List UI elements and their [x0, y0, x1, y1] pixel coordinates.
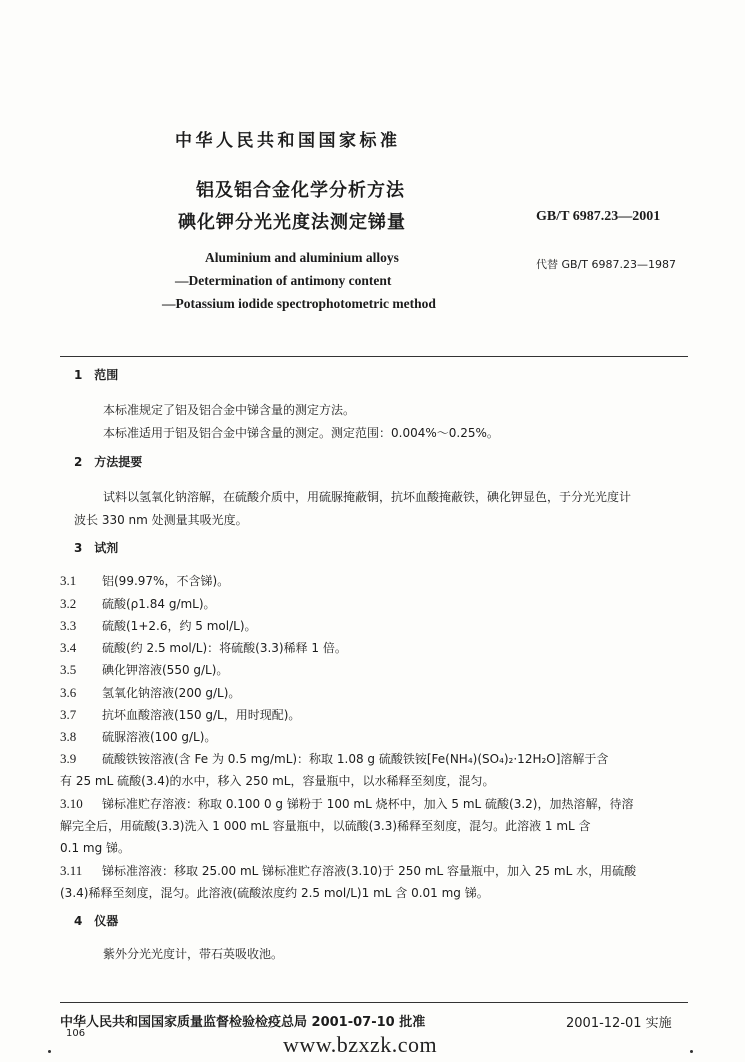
scan-speck	[48, 1050, 51, 1053]
section-2-para-line-1: 试料以氢氧化钠溶解，在硫酸介质中，用硫脲掩蔽铜，抗坏血酸掩蔽铁，碘化钾显色，于分光光度计	[103, 490, 632, 504]
reagent-3-11-line-1	[60, 862, 636, 879]
section-1-heading	[74, 366, 118, 383]
item-number: 3.2	[60, 596, 77, 611]
section-2-para-line-2: 波长 330 nm 处测量其吸光度。	[74, 513, 248, 527]
section-title: 方法提要	[94, 455, 143, 469]
reagent-3-5	[60, 661, 228, 678]
item-text: 硫酸(1+2.6，约 5 mol/L)。	[102, 619, 257, 633]
item-text: 硫脲溶液(100 g/L)。	[102, 730, 217, 744]
item-number: 3.4	[60, 640, 77, 655]
reagent-3-7	[60, 706, 300, 723]
item-number: 3.10	[60, 796, 83, 811]
issuing-body: 中华人民共和国国家标准	[175, 131, 401, 151]
reagent-3-10-line-2: 解完全后，用硫酸(3.3)洗入 1 000 mL 容量瓶中，以硫酸(3.3)稀释至刻度，混匀。此溶液 1 mL 含	[60, 819, 591, 833]
section-number: 1	[74, 368, 83, 382]
item-text: 氢氧化钠溶液(200 g/L)。	[102, 686, 241, 700]
approval-line: 中华人民共和国国家质量监督检验检疫总局 2001-07-10 批准	[60, 1015, 426, 1030]
section-3-heading	[74, 539, 118, 556]
implementation-date: 2001-12-01 实施	[566, 1016, 672, 1031]
section-4-para-1: 紫外分光光度计，带石英吸收池。	[103, 947, 284, 961]
english-title-line-2: —Determination of antimony content	[175, 273, 392, 288]
item-text: 硫酸(ρ1.84 g/mL)。	[102, 597, 216, 611]
reagent-3-6	[60, 684, 240, 701]
english-title-line-3: —Potassium iodide spectrophotometric method	[162, 296, 436, 311]
reagent-3-3	[60, 617, 257, 634]
item-number: 3.8	[60, 729, 77, 744]
replaces-standard: 代替 GB/T 6987.23—1987	[536, 258, 676, 271]
item-text: 铝(99.97%，不含锑)。	[102, 574, 230, 588]
reagent-3-10-line-1	[60, 795, 634, 812]
section-1-para-1: 本标准规定了铝及铝合金中锑含量的测定方法。	[103, 403, 356, 417]
watermark: www.bzxzk.com	[283, 1032, 438, 1057]
item-number: 3.6	[60, 685, 77, 700]
page-number: 106	[66, 1028, 86, 1039]
section-2-heading	[74, 453, 142, 470]
item-text: 碘化钾溶液(550 g/L)。	[102, 663, 229, 677]
item-text: 锑标准溶液：移取 25.00 mL 锑标准贮存溶液(3.10)于 250 mL 容量瓶中，加入 25 mL 水，用硫酸	[102, 864, 637, 878]
item-text: 硫酸(约 2.5 mol/L)：将硫酸(3.3)稀释 1 倍。	[102, 641, 347, 655]
item-text: 锑标准贮存溶液：称取 0.100 0 g 锑粉于 100 mL 烧杯中，加入 5 mL 硫酸(3.2)，加热溶解，待溶	[102, 797, 634, 811]
item-number: 3.11	[60, 863, 83, 878]
reagent-3-2	[60, 595, 216, 612]
section-number: 2	[74, 455, 83, 469]
item-number: 3.7	[60, 707, 77, 722]
reagent-3-11-line-2: (3.4)稀释至刻度，混匀。此溶液(硫酸浓度约 2.5 mol/L)1 mL 含 0.01 mg 锑。	[60, 886, 489, 900]
reagent-3-9-line-2: 有 25 mL 硫酸(3.4)的水中，移入 250 mL，容量瓶中，以水稀释至刻度，混匀。	[60, 774, 495, 788]
section-4-heading	[74, 912, 118, 929]
item-text: 硫酸铁铵溶液(含 Fe 为 0.5 mg/mL)：称取 1.08 g 硫酸铁铵[Fe(NH₄)(SO₄)₂·12H₂O]溶解于含	[102, 752, 609, 766]
section-title: 范围	[94, 368, 119, 382]
reagent-3-8	[60, 728, 216, 745]
section-title: 试剂	[94, 541, 119, 555]
section-number: 4	[74, 914, 83, 928]
item-number: 3.3	[60, 618, 77, 633]
item-number: 3.5	[60, 662, 77, 677]
reagent-3-10-line-3: 0.1 mg 锑。	[60, 841, 131, 855]
section-title: 仪器	[94, 914, 119, 928]
section-1-para-2: 本标准适用于铝及铝合金中锑含量的测定。测定范围：0.004%～0.25%。	[103, 426, 499, 440]
reagent-3-1	[60, 572, 229, 589]
reagent-3-4	[60, 639, 347, 656]
title-line-1: 铝及铝合金化学分析方法	[196, 180, 405, 201]
title-line-2: 碘化钾分光光度法测定锑量	[178, 212, 406, 233]
english-title-line-1: Aluminium and aluminium alloys	[205, 250, 399, 265]
section-number: 3	[74, 541, 83, 555]
reagent-3-9-line-1	[60, 750, 608, 767]
item-number: 3.1	[60, 573, 77, 588]
item-number: 3.9	[60, 751, 77, 766]
scan-speck	[690, 1050, 693, 1053]
item-text: 抗坏血酸溶液(150 g/L，用时现配)。	[102, 708, 301, 722]
standard-code: GB/T 6987.23—2001	[536, 209, 661, 224]
footer-divider	[60, 1002, 688, 1003]
header-divider	[60, 356, 688, 357]
